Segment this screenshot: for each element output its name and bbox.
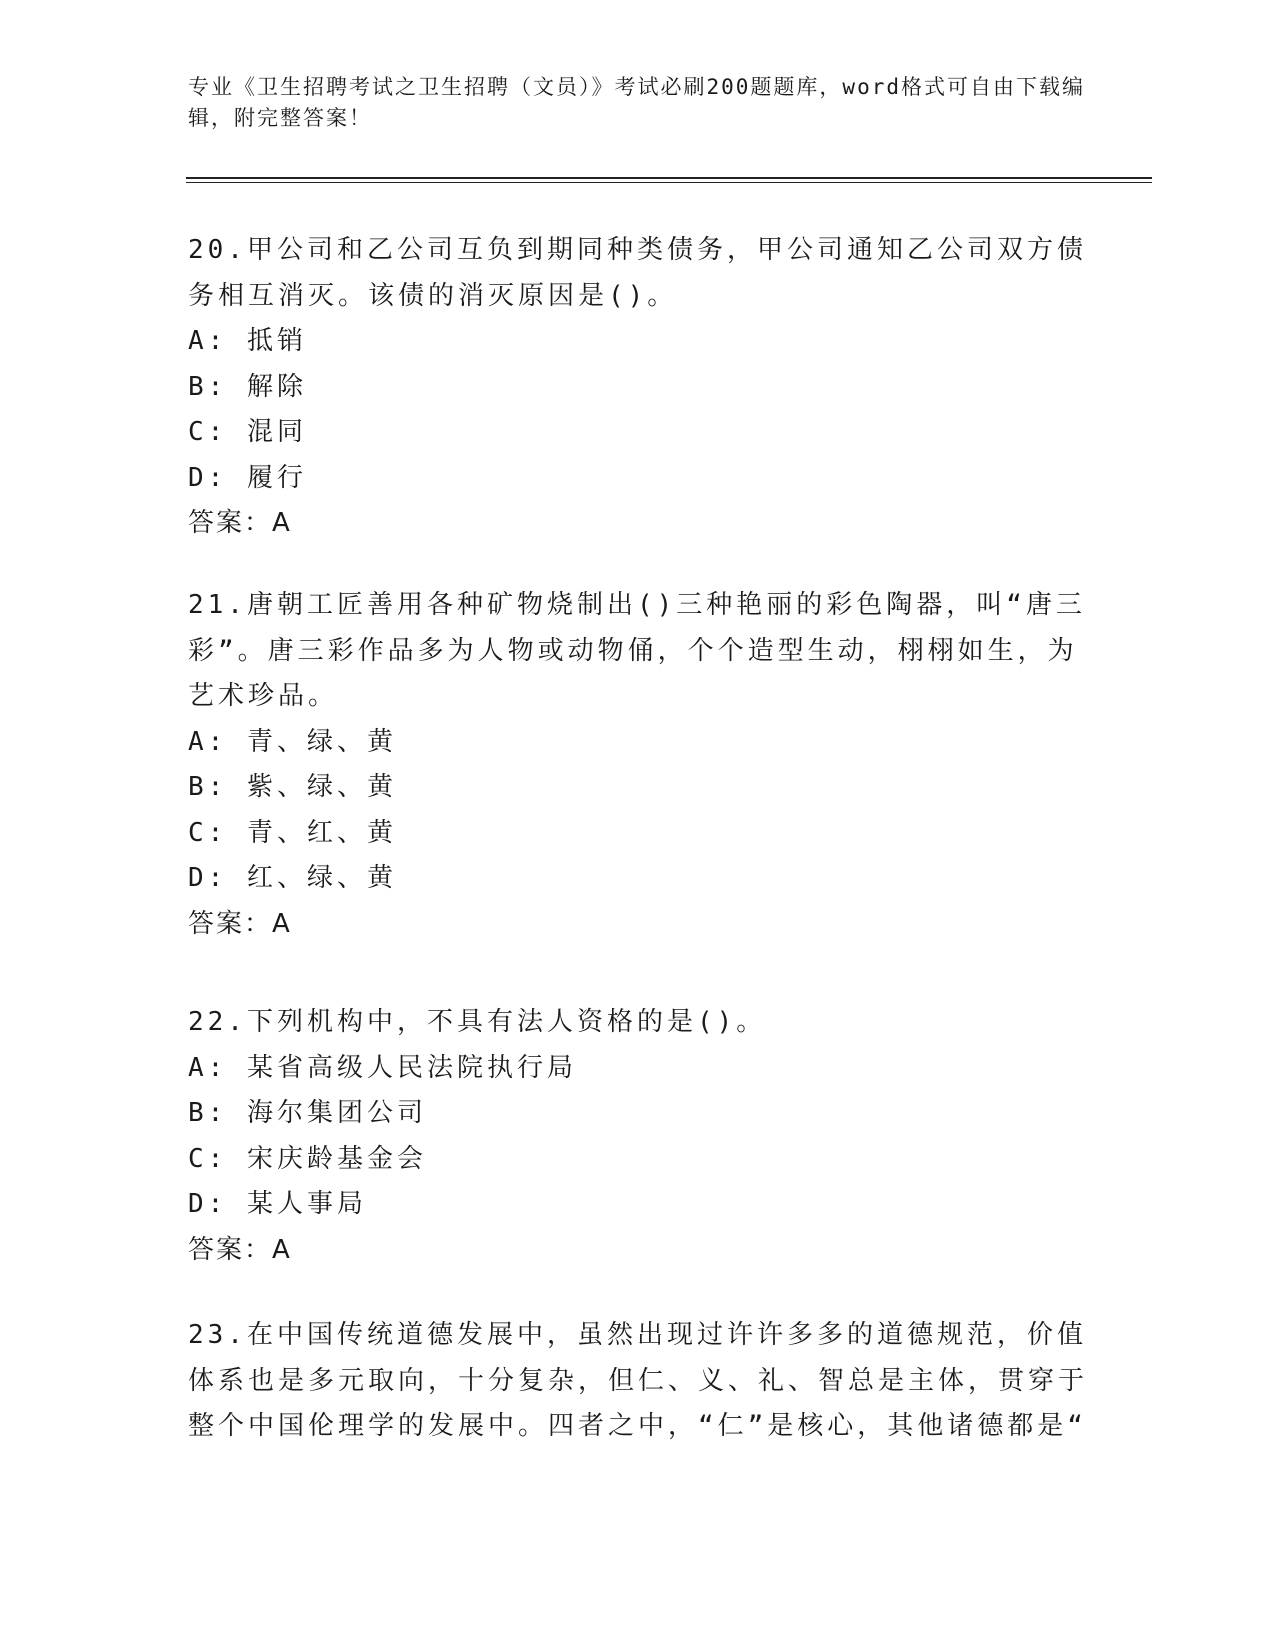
option-b: B: 海尔集团公司 — [188, 1098, 427, 1128]
question-21 — [188, 583, 1088, 947]
option-b: B: 解除 — [188, 371, 307, 402]
option-d: D: 某人事局 — [188, 1189, 367, 1219]
question-22 — [188, 1000, 1088, 1273]
option-b: B: 紫、绿、黄 — [188, 772, 397, 802]
question-stem: 23.在中国传统道德发展中，虽然出现过许许多多的道德规范，价值体系也是多元取向，十分复杂，但仁、义、礼、智总是主体，贯穿于整个中国伦理学的发展中。四者之中，“仁”是核心，其他诸德都是“ — [188, 1320, 1089, 1441]
option-d: D: 红、绿、黄 — [188, 863, 397, 893]
header-divider — [186, 177, 1152, 179]
answer-line: 答案：A — [188, 908, 292, 939]
option-c: C: 青、红、黄 — [188, 817, 397, 848]
option-d: D: 履行 — [188, 462, 307, 493]
document-header: 专业《卫生招聘考试之卫生招聘（文员）》考试必刷200题题库，word格式可自由下载编辑，附完整答案！ — [188, 75, 1085, 130]
option-a: A: 青、绿、黄 — [188, 726, 397, 757]
option-a: A: 某省高级人民法院执行局 — [188, 1052, 577, 1083]
option-c: C: 混同 — [188, 417, 307, 447]
question-stem: 22.下列机构中，不具有法人资格的是()。 — [188, 1007, 767, 1037]
question-stem: 20.甲公司和乙公司互负到期同种类债务，甲公司通知乙公司双方债务相互消灭。该债的消灭原因是()。 — [188, 235, 1087, 311]
answer-line: 答案：A — [188, 508, 292, 538]
question-stem: 21.唐朝工匠善用各种矿物烧制出()三种艳丽的彩色陶器，叫“唐三彩”。唐三彩作品多为人物或动物俑，个个造型生动，栩栩如生，为艺术珍品。 — [188, 590, 1086, 711]
question-20 — [188, 228, 1088, 547]
answer-line: 答案：A — [188, 1234, 292, 1265]
option-a: A: 抵销 — [188, 326, 307, 356]
header-divider-thin — [186, 182, 1152, 183]
question-23 — [188, 1313, 1088, 1450]
option-c: C: 宋庆龄基金会 — [188, 1143, 427, 1174]
